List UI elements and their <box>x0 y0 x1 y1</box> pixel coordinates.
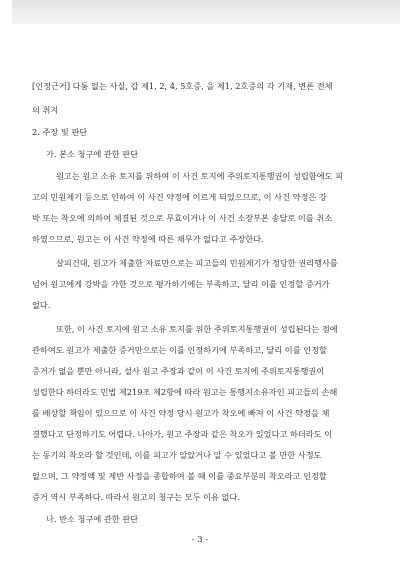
text-line: 결했다고 단정하기도 어렵다. 나아가, 원고 주장과 같은 착오가 있었다고 하더라도 이 <box>32 429 333 439</box>
text-line: 고의 민원제기 등으로 인하여 이 사건 약정에 이르게 되었으므로, 이 사건 약정은 강 <box>32 192 327 202</box>
text-line: 원고는 원고 소유 토지를 위하여 이 사건 토지에 주위토지통행권이 성립함에도 피 <box>56 171 344 181</box>
page-number: - 3 - <box>191 535 209 545</box>
text-line: 의 취지 <box>32 105 59 115</box>
text-line: 증거가 없을 뿐만 아니라, 설사 원고 주장과 같이 이 사건 토지에 주위토지통행권이 <box>32 366 325 376</box>
text-line: 하였으므로, 원고는 이 사건 약정에 따른 채무가 없다고 주장한다. <box>32 234 264 244</box>
text-line: 살피건대, 원고가 제출한 자료만으로는 피고들의 민원제기가 정당한 권리행사를 <box>56 258 338 268</box>
text-line: 없다. <box>32 300 51 310</box>
text-line: 또한, 이 사건 토지에 원고 소유 토지를 위한 주위토지통행권이 성립된다는 점에 <box>56 324 338 334</box>
text-line: 관하여도 원고가 제출한 증거만으로는 이를 인정하기에 부족하고, 달리 이를 인정할 <box>32 345 327 355</box>
text-line: 를 배상할 책임이 있으므로 이 사건 약정 당시 원고가 착오에 빠져 이 사건 약정을 체 <box>32 408 330 418</box>
text-line: 없으며, 그 약정액 및 제반 사정을 종합하여 볼 때 이를 중요부분의 착오라고 인정할 <box>32 471 327 481</box>
text-line: 넘어 원고에게 강박을 가한 것으로 평가하기에는 부족하고, 달리 이를 인정할 증거가 <box>32 279 330 289</box>
text-line: 는 동기의 착오라 할 것인데, 이를 피고가 알았거나 알 수 있었다고 볼 만한 사정도 <box>32 450 322 460</box>
text-line: 박 또는 착오에 의하여 체결된 것으로 무효이거나 이 사건 소장부본 송달로 이를 취소 <box>32 213 333 223</box>
subsection-heading: 가. 본소 청구에 관한 판단 <box>46 149 139 159</box>
scan-shadow-strip <box>12 0 400 24</box>
text-line: 증거 역시 부족하다. 따라서 원고의 청구는 모두 이유 없다. <box>32 492 240 502</box>
subsection-heading: 나. 반소 청구에 관한 판단 <box>46 514 139 524</box>
section-heading: 2. 주장 및 판단 <box>32 127 88 137</box>
text-line: [인정근거] 다툼 없는 사실, 갑 제1, 2, 4, 5호증, 을 제1, 2호증의 각 기재, 변론 전체 <box>32 81 333 91</box>
text-line: 성립한다 하더라도 민법 제219조 제2항에 따라 원고는 통행지소유자인 피고들의 손해 <box>32 387 338 397</box>
